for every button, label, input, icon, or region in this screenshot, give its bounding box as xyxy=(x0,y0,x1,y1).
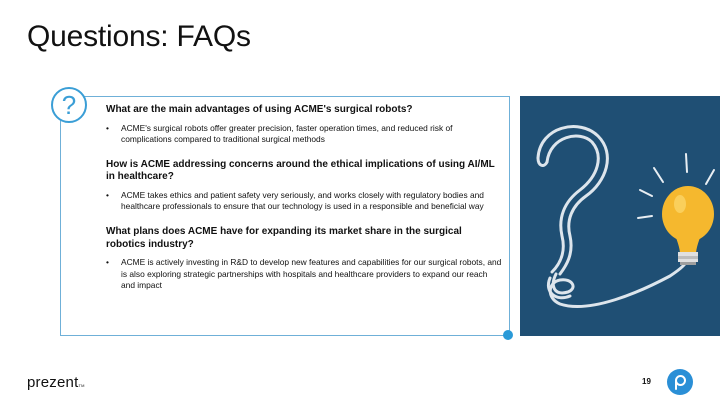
question-mark-lightbulb-illustration xyxy=(520,96,720,336)
faq-answer-text: ACME takes ethics and patient safety very seriously, and works closely with regulatory bodies and healthcare professionals to ensure that our technology is used in a responsible and beneficial way xyxy=(121,189,484,212)
page-number: 19 xyxy=(642,377,651,386)
question-circle-icon: ? xyxy=(51,87,87,123)
prezent-p-badge-icon xyxy=(667,369,693,395)
brand-name: prezent xyxy=(27,374,79,391)
bullet-icon: • xyxy=(106,189,109,200)
trademark-mark: TM xyxy=(78,383,85,388)
prezent-logo xyxy=(27,374,85,391)
faq-answer-text: ACME is actively investing in R&D to develop new features and capabilities for our surgical robots, and is also exploring strategic partnerships with hospitals and healthcare providers to expand our reach and impact xyxy=(121,257,502,290)
slide-title: Questions: FAQs xyxy=(27,20,251,53)
faq-answer xyxy=(106,257,502,291)
faq-item xyxy=(106,226,502,291)
card-corner-dot xyxy=(503,330,513,340)
faq-question: What are the main advantages of using ACME's surgical robots? xyxy=(106,104,413,115)
faq-question: What plans does ACME have for expanding its market share in the surgical robotics industry? xyxy=(106,226,462,250)
faq-answer-text: ACME's surgical robots offer greater precision, faster operation times, and reduced risk of complications compared to traditional surgical methods xyxy=(121,122,453,144)
faq-answer xyxy=(106,123,502,145)
faq-item xyxy=(106,104,502,145)
faq-item xyxy=(106,159,502,212)
faq-question: How is ACME addressing concerns around the ethical implications of using AI/ML in healthcare? xyxy=(106,158,495,183)
bullet-icon: • xyxy=(106,122,109,133)
bullet-icon: • xyxy=(106,257,109,268)
faq-answer xyxy=(106,190,502,212)
faq-list xyxy=(106,104,502,305)
